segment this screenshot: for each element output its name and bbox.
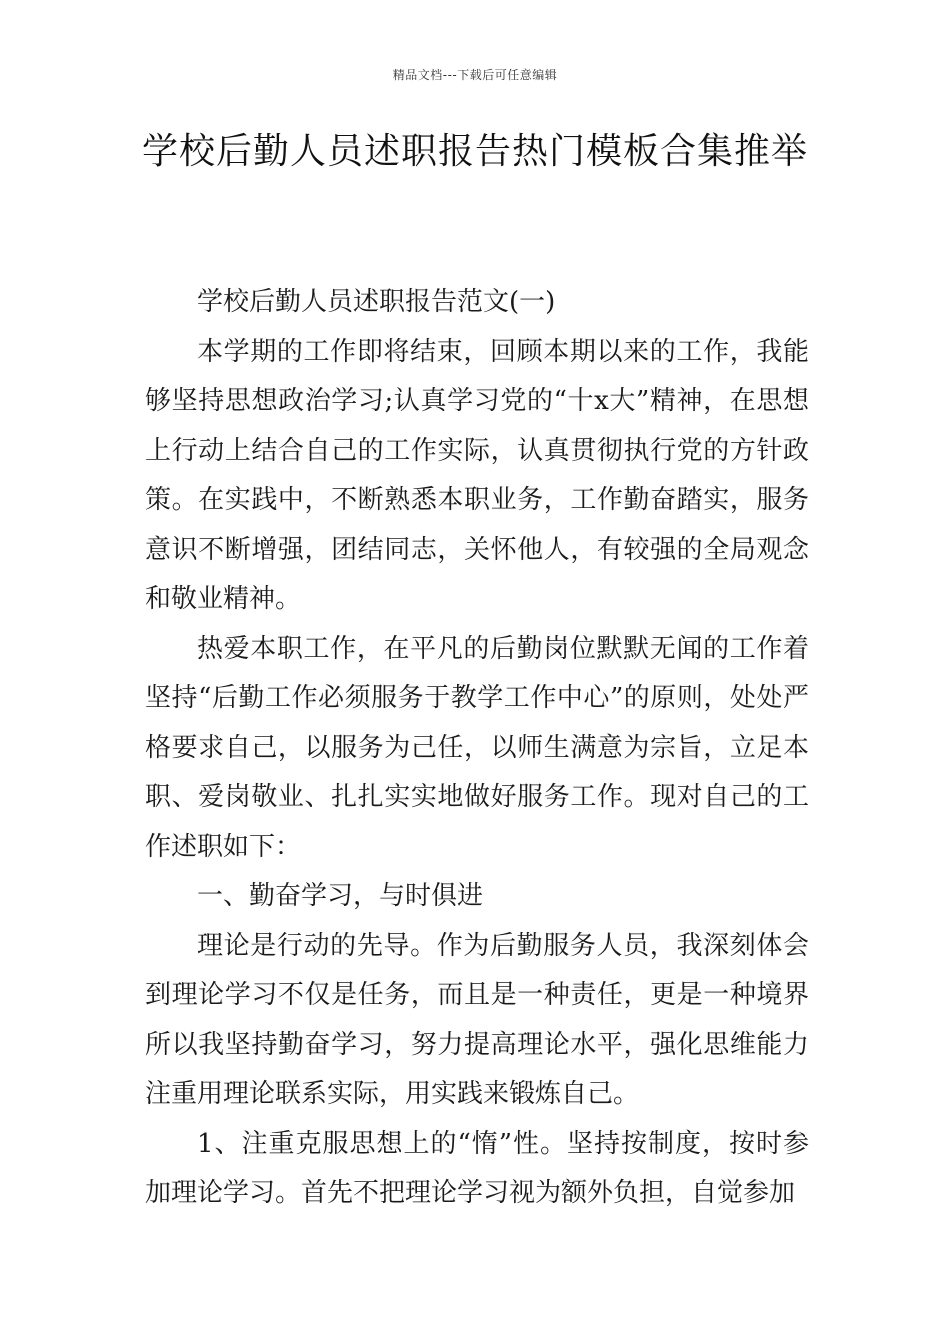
section-heading-fanwen-1: 学校后勤人员述职报告范文(一): [197, 287, 556, 317]
document-body: [145, 278, 809, 1219]
header-note: 精品文档---下载后可任意编辑: [392, 68, 558, 82]
body-paragraph: 热爱本职工作，在平凡的后勤岗位默默无闻的工作着坚持“后勤工作必须服务于教学工作中心”的原则，处处严格要求自己，以服务为己任，以师生满意为宗旨，立足本职、爱岗敬业、扎扎实实地做好服务工作。现对自己的工作述职如下：: [145, 633, 809, 862]
body-paragraph: 本学期的工作即将结束，回顾本期以来的工作，我能够坚持思想政治学习;认真学习党的“十x大”精神，在思想上行动上结合自己的工作实际，认真贯彻执行党的方针政策。在实践中，不断熟悉本职业务，工作勤奋踏实，服务意识不断增强，团结同志，关怀他人，有较强的全局观念和敬业精神。: [145, 336, 809, 614]
body-paragraph: 1、注重克服思想上的“惰”性。坚持按制度，按时参加理论学习。首先不把理论学习视为额外负担，自觉参加: [145, 1128, 809, 1208]
section-heading-study: 一、勤奋学习，与时俱进: [197, 881, 484, 911]
body-paragraph: 理论是行动的先导。作为后勤服务人员，我深刻体会到理论学习不仅是任务，而且是一种责任，更是一种境界所以我坚持勤奋学习，努力提高理论水平，强化思维能力注重用理论联系实际，用实践来锻炼自己。: [145, 930, 809, 1109]
document-title: 学校后勤人员述职报告热门模板合集推举: [141, 131, 808, 172]
